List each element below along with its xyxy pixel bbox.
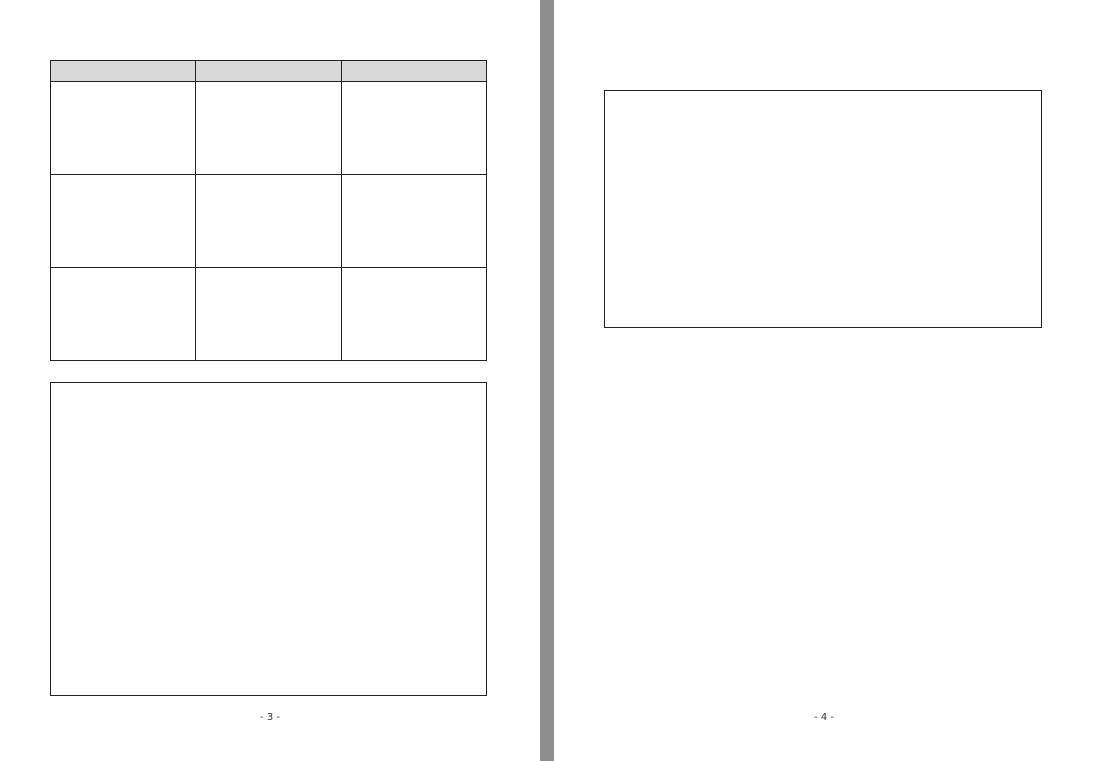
table-header-cell [196, 61, 341, 82]
page-number: - 4 - [814, 712, 834, 723]
table-row [51, 82, 487, 175]
table-header-row [51, 61, 487, 82]
table-row [51, 268, 487, 361]
page-number: - 3 - [260, 712, 280, 723]
qualification-table [50, 60, 487, 361]
table-cell [341, 268, 486, 361]
document-page-left [0, 0, 540, 761]
table-cell [51, 175, 196, 268]
table-row [51, 175, 487, 268]
table-cell [196, 175, 341, 268]
table-cell [196, 82, 341, 175]
table-cell [51, 268, 196, 361]
common-requirements-box [50, 382, 487, 696]
table-cell [341, 175, 486, 268]
table-header-cell [341, 61, 486, 82]
table-cell [341, 82, 486, 175]
table-cell [196, 268, 341, 361]
disqualification-box [604, 90, 1042, 328]
table-cell [51, 82, 196, 175]
table-header-cell [51, 61, 196, 82]
